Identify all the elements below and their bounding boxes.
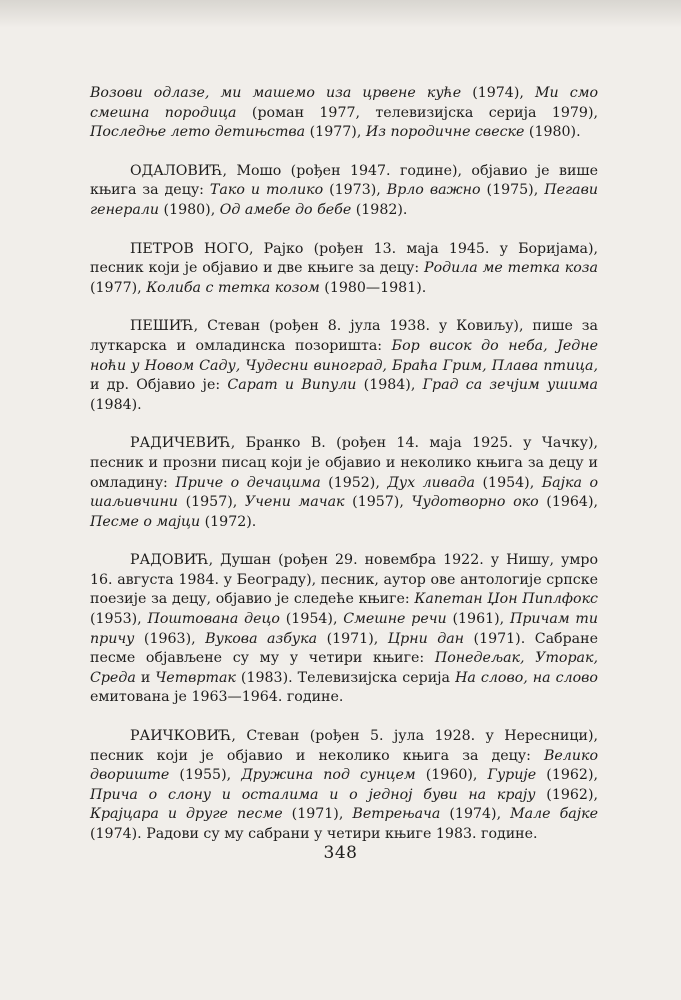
entry-text: (1963), <box>134 630 206 647</box>
book-title: Дух ливада <box>387 474 475 491</box>
entry-text: (1980). <box>524 124 581 141</box>
entry-text: (1961), <box>446 611 510 628</box>
book-title: Вукова азбука <box>205 630 318 647</box>
entry-text: (1973), <box>323 182 387 199</box>
page-text <box>90 84 598 864</box>
entry-radovic <box>90 551 598 708</box>
entry-text: емитована је 1963—1964. године. <box>90 689 344 706</box>
entry-text: (1971), <box>282 806 353 823</box>
entry-raickovic <box>90 727 598 845</box>
book-title: Возови одлазе, ми машемо иза црвене куће <box>90 85 462 101</box>
book-title: Капетан Џон Пиплфокс <box>414 591 598 608</box>
book-title: Бајка о шаљивчини <box>90 474 598 511</box>
book-title: Крајцара и друге песме <box>90 806 283 823</box>
book-title: Понедељак, Уторак, Среда <box>90 650 598 686</box>
book-title: Песме о мајци <box>90 513 201 530</box>
entry-petrov-nogo <box>90 240 598 299</box>
entry-text: (1984), <box>356 377 423 394</box>
book-title: Тако и толико <box>209 182 324 199</box>
entry-text: (1977), <box>90 279 147 296</box>
page-number: 348 <box>323 843 358 863</box>
book-title: Мале бајке <box>510 806 598 823</box>
book-title: Бор висок до неба, Једне ноћи у Новом Саду, Чудесни виноград, Браћа Грим, Плава птица, <box>90 337 598 374</box>
book-title: Причам ти причу <box>90 611 598 647</box>
book-title: Пегави генерали <box>90 182 598 218</box>
entry-text: (1962), <box>535 786 598 803</box>
entry-text: (1982). <box>351 201 408 218</box>
book-title: Чудотворно око <box>411 494 539 511</box>
entry-text: (1954), <box>475 474 542 491</box>
entry-text: (1954), <box>279 611 344 628</box>
book-title: Дружина под сунцем <box>241 767 416 784</box>
book-title: Град са зечјим ушима <box>422 377 598 394</box>
entry-radicevic <box>90 434 598 532</box>
entry-text: (1957), <box>344 494 412 511</box>
entry-text: РАИЧКОВИЋ, Стеван (рођен 5. јула 1928. у Нересници), песник који је објавио и неколико књига за децу: <box>90 728 598 764</box>
entry-text: (1971), <box>317 630 388 647</box>
book-title: Ми смо смешна породица <box>90 85 598 121</box>
entry-text: ОДАЛОВИЋ, Мошо (рођен 1947. године), објавио је више књига за децу: <box>90 162 598 199</box>
book-title: Црни дан <box>387 630 465 647</box>
entry-text: (1984). <box>90 396 142 413</box>
book-title: Последње лето детињства <box>90 124 306 141</box>
book-title: Од амебе до бебе <box>219 201 352 218</box>
book-title: Гурије <box>487 767 537 784</box>
book-title: Поштована децо <box>147 611 280 628</box>
entry-text: и др. Објавио је: <box>90 377 228 394</box>
entry-text: (1974), <box>461 85 535 101</box>
entry-text: (1980—1981). <box>319 279 427 296</box>
entry-continuation <box>90 84 598 143</box>
entry-pesic <box>90 317 598 415</box>
book-title: Четвртак <box>155 669 236 686</box>
book-title: Из породичне свеске <box>365 124 525 141</box>
book-title: Колиба с тетка козом <box>146 279 320 296</box>
entry-text: (1983). Телевизијска серија <box>235 669 456 686</box>
book-title: На слово, на слово <box>455 669 598 686</box>
entry-text: ПЕТРОВ НОГО, Рајко (рођен 13. маја 1945. у Боријама), песник који је објавио и две књиге за децу: <box>90 240 598 277</box>
entry-text: ПЕШИЋ, Стеван (рођен 8. јула 1938. у Ковиљу), пише за луткарска и омладинска позоришта: <box>90 318 598 354</box>
book-title: Родила ме тетка коза <box>424 260 598 277</box>
scan-top-edge <box>0 0 681 28</box>
entry-text: (1971). Сабране песме објављене су му у четири књиге: <box>90 630 598 667</box>
entry-text: (1980), <box>159 201 220 218</box>
entry-text: РАДОВИЋ, Душан (рођен 29. новембра 1922. у Нишу, умро 16. августа 1984. у Београду), песник, аутор ове антологије српске поезије за децу, објавио је следеће књиге: <box>90 552 598 608</box>
entry-text: и <box>135 669 156 686</box>
entry-text: (1960), <box>415 767 488 784</box>
entry-text: РАДИЧЕВИЋ, Бранко В. (рођен 14. маја 1925. у Чачку), песник и прозни писац који је објавио и неколико књига за децу и омладину: <box>90 435 598 491</box>
book-title: Велико двориште <box>90 747 598 784</box>
entry-text: (1957), <box>177 494 245 511</box>
entry-text: (1953), <box>90 611 148 628</box>
entry-text: (1964), <box>538 494 598 511</box>
entry-text: (1974). Радови су му сабрани у четири књиге 1983. године. <box>90 826 538 842</box>
entry-text: (1972). <box>200 513 257 530</box>
book-title: Смешне речи <box>343 611 447 628</box>
book-title: Ветрењача <box>352 806 441 823</box>
book-title: Сарат и Випули <box>227 377 357 394</box>
book-title: Прича о слону и осталима и о једној буви на крају <box>90 786 536 803</box>
entry-text: (роман 1977, телевизијска серија 1979), <box>236 104 599 121</box>
book-title: Учени мачак <box>244 494 345 511</box>
entry-text: (1955), <box>169 767 242 784</box>
entry-text: (1952), <box>320 474 388 491</box>
entry-text: (1977), <box>305 124 366 141</box>
book-title: Приче о дечацима <box>175 474 321 491</box>
entry-text: (1974), <box>440 806 511 823</box>
book-title: Врло важно <box>386 182 481 199</box>
entry-text: (1975), <box>480 182 545 199</box>
entry-odalovic <box>90 162 598 221</box>
entry-text: (1962), <box>536 767 598 784</box>
